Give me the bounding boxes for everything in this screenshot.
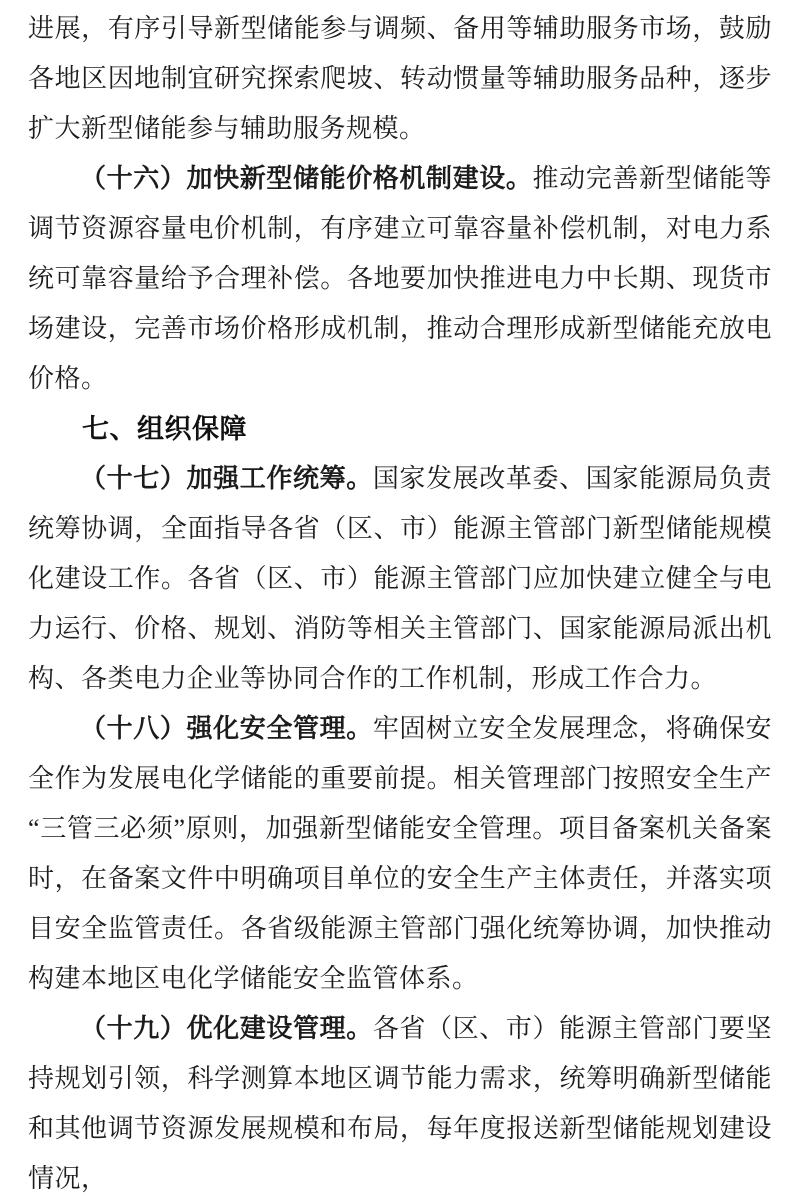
paragraph-item-16 [28,154,772,404]
item-18-lead: （十八）强化安全管理。 [80,714,373,743]
item-17-body: 国家发展改革委、国家能源局负责统筹协调，全面指导各省（区、市）能源主管部门新型储能规模化建设工作。各省（区、市）能源主管部门应加快建立健全与电力运行、价格、规划、消防等相关主管部门、国家能源局派出机构、各类电力企业等协同合作的工作机制，形成工作合力。 [28,464,772,693]
item-19-lead: （十九）优化建设管理。 [80,1014,373,1043]
paragraph-item-18 [28,704,772,1004]
section-heading-organization: 七、组织保障 [82,414,247,444]
item-16-lead: （十六）加快新型储能价格机制建设。 [80,164,533,193]
paragraph-item-19 [28,1004,772,1204]
item-19-body: 各省（区、市）能源主管部门要坚持规划引领，科学测算本地区调节能力需求，统筹明确新型储能和其他调节资源发展规模和布局，每年度报送新型储能规划建设情况， [28,1014,772,1193]
item-16-body: 推动完善新型储能等调节资源容量电价机制，有序建立可靠容量补偿机制，对电力系统可靠容量给予合理补偿。各地要加快推进电力中长期、现货市场建设，完善市场价格形成机制，推动合理形成新型储能充放电价格。 [28,164,772,393]
paragraph-item-17 [28,454,772,704]
paragraph-continuation: 进展，有序引导新型储能参与调频、备用等辅助服务市场，鼓励各地区因地制宜研究探索爬坡、转动惯量等辅助服务品种，逐步扩大新型储能参与辅助服务规模。 [28,14,772,143]
item-17-lead: （十七）加强工作统筹。 [80,464,373,493]
item-18-body: 牢固树立安全发展理念，将确保安全作为发展电化学储能的重要前提。相关管理部门按照安全生产“三管三必须”原则，加强新型储能安全管理。项目备案机关备案时，在备案文件中明确项目单位的安全生产主体责任，并落实项目安全监管责任。各省级能源主管部门强化统筹协调，加快推动构建本地区电化学储能安全监管体系。 [28,714,772,993]
